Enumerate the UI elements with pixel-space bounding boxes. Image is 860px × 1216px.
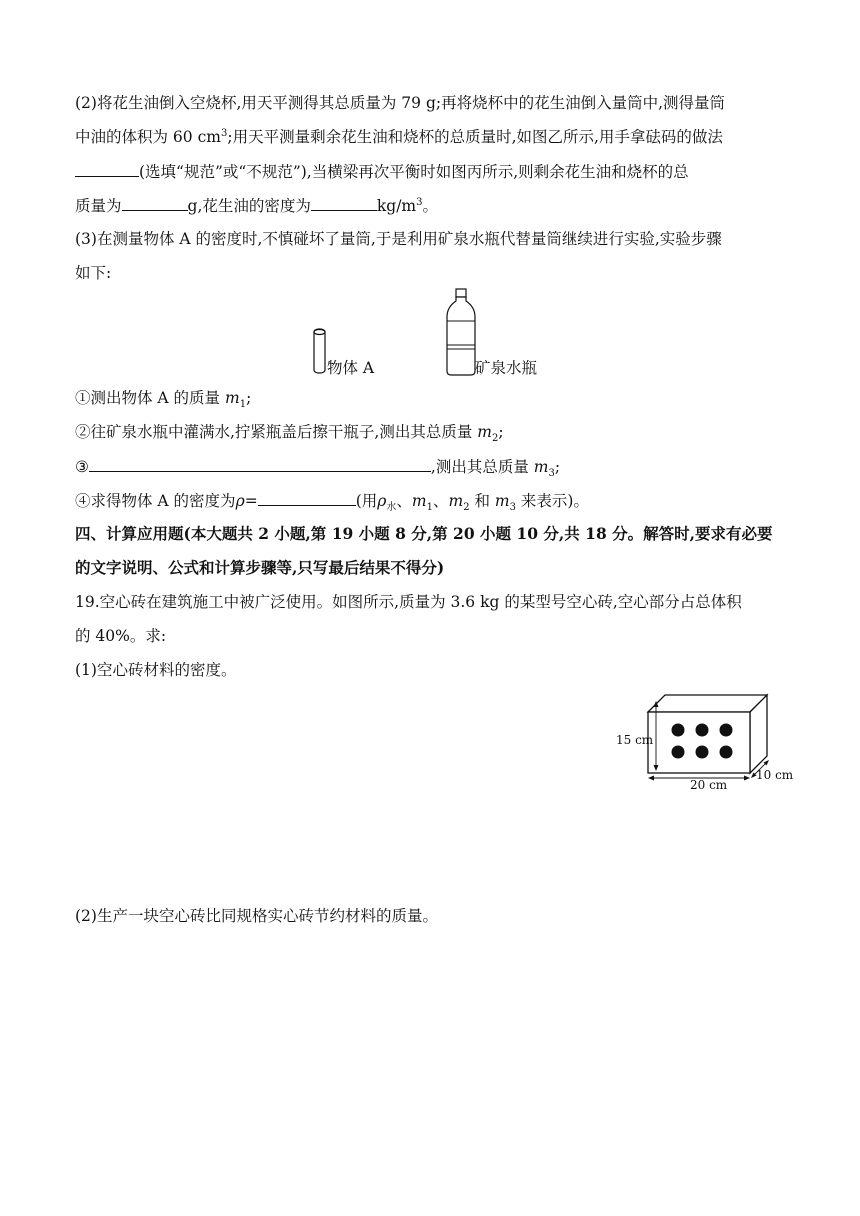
answer-blank-normative[interactable] xyxy=(75,161,139,177)
brick-hole xyxy=(720,724,733,737)
q19-part-2: (2)生产一块空心砖比同规格实心砖节约材料的质量。 xyxy=(75,907,438,925)
q3-step-4: ④求得物体 A 的密度为ρ= (用$\rho_水$、$m_1$、$m_2$ 和 $m_3$ 来表示)。 xyxy=(75,492,589,514)
q19-line-2: 的 40%。求: xyxy=(75,627,167,645)
brick-hole xyxy=(696,746,709,759)
water-bottle-label: 矿泉水瓶 xyxy=(475,359,538,377)
section-4-heading-line-1: 四、计算应用题(本大题共 2 小题,第 19 小题 8 分,第 20 小题 10 分,共 18 分。解答时,要求有必要 xyxy=(75,524,773,543)
brick-width-label: 20 cm xyxy=(690,778,728,792)
q2-line-1: (2)将花生油倒入空烧杯,用天平测得其总质量为 79 g;再将烧杯中的花生油倒入量筒中,测得量筒 xyxy=(75,94,726,112)
brick-hole xyxy=(672,724,685,737)
brick-hole xyxy=(672,746,685,759)
q3-step-2: ②往矿泉水瓶中灌满水,拧紧瓶盖后擦干瓶子,测出其总质量 $m_2$; xyxy=(75,423,504,445)
q2-line-4: 质量为 g,花生油的密度为 $kg/m^3$。 xyxy=(75,196,438,215)
object-a-label: 物体 A xyxy=(327,359,375,377)
q19-part-1: (1)空心砖材料的密度。 xyxy=(75,661,237,679)
answer-blank-density-expression[interactable] xyxy=(258,490,356,506)
q2-line-3: (选填“规范”或“不规范”),当横梁再次平衡时如图丙所示,则剩余花生油和烧杯的总 xyxy=(75,161,790,182)
bottle-body xyxy=(447,297,475,375)
q3-line-1: (3)在测量物体 A 的密度时,不慎碰坏了量筒,于是利用矿泉水瓶代替量筒继续进行实验,实验步骤 xyxy=(75,230,722,248)
q3-step-3: ③ ,测出其总质量 $m_3$; xyxy=(75,458,561,480)
water-bottle-figure xyxy=(444,287,478,377)
brick-height-label: 15 cm xyxy=(616,733,654,747)
q19-line-1: 19.空心砖在建筑施工中被广泛使用。如图所示,质量为 3.6 kg 的某型号空心砖,空心部分占总体积 xyxy=(75,593,742,611)
answer-blank-remaining-mass[interactable] xyxy=(122,195,188,211)
brick-top-face xyxy=(648,695,767,712)
object-a-cylinder xyxy=(314,329,325,373)
brick-depth-label: 10 cm xyxy=(756,768,794,782)
answer-blank-oil-density[interactable] xyxy=(311,195,377,211)
brick-hole xyxy=(696,724,709,737)
answer-blank-step3[interactable] xyxy=(89,456,431,472)
q3-step-1: ①测出物体 A 的质量 $m_1$; xyxy=(75,389,252,411)
bottle-cap xyxy=(456,289,466,297)
q3-line-2: 如下: xyxy=(75,264,112,282)
q2-line-2: 中油的体积为 60 $cm^3$;用天平测量剩余花生油和烧杯的总质量时,如图乙所示,用手拿砝码的做法 xyxy=(75,127,723,146)
brick-front-face xyxy=(648,712,750,773)
brick-hole xyxy=(720,746,733,759)
section-4-heading-line-2: 的文字说明、公式和计算步骤等,只写最后结果不得分) xyxy=(75,558,445,577)
object-a-top xyxy=(314,330,325,335)
